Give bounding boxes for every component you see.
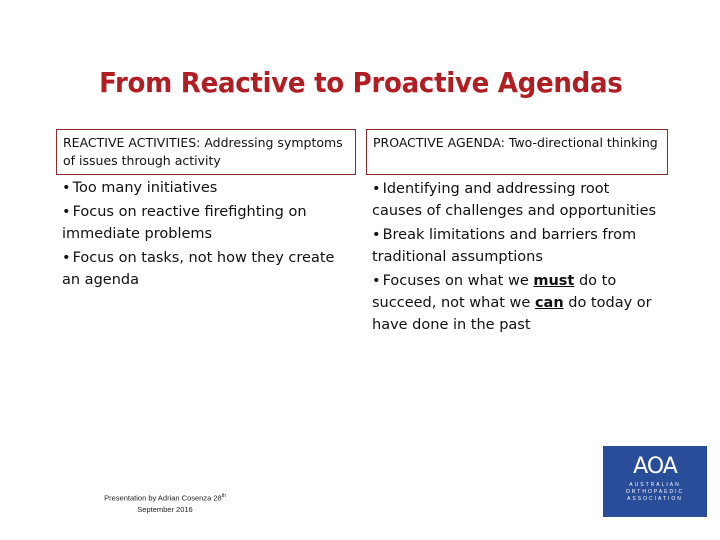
reactive-header: REACTIVE ACTIVITIES: Addressing symptoms of issues through activity xyxy=(56,129,356,175)
logo-text: AUSTRALIAN ORTHOPAEDIC ASSOCIATION xyxy=(625,482,685,502)
proactive-header: PROACTIVE AGENDA: Two-directional thinking xyxy=(366,129,668,175)
list-item: • Identifying and addressing root causes of challenges and opportunities xyxy=(372,181,657,219)
emphasis-can: can xyxy=(534,295,564,311)
presentation-credit: Presentation by Adrian Cosenza 28th September 2016 xyxy=(104,493,226,514)
aoa-logo xyxy=(603,446,707,517)
list-item: • Focus on reactive firefighting on immediate problems xyxy=(62,204,307,242)
list-item: • Too many initiatives xyxy=(62,180,218,196)
emphasis-must: must xyxy=(533,273,575,289)
proactive-bullet-list xyxy=(372,178,662,338)
list-item: • Focuses on what we must do to succeed, not what we can do today or have done in the past xyxy=(372,273,652,333)
list-item: • Break limitations and barriers from traditional assumptions xyxy=(372,227,637,265)
slide-title: From Reactive to Proactive Agendas xyxy=(99,66,623,99)
logo-mark: AOA xyxy=(633,454,677,479)
list-item: • Focus on tasks, not how they create an agenda xyxy=(62,250,335,288)
reactive-bullet-list xyxy=(62,177,347,293)
